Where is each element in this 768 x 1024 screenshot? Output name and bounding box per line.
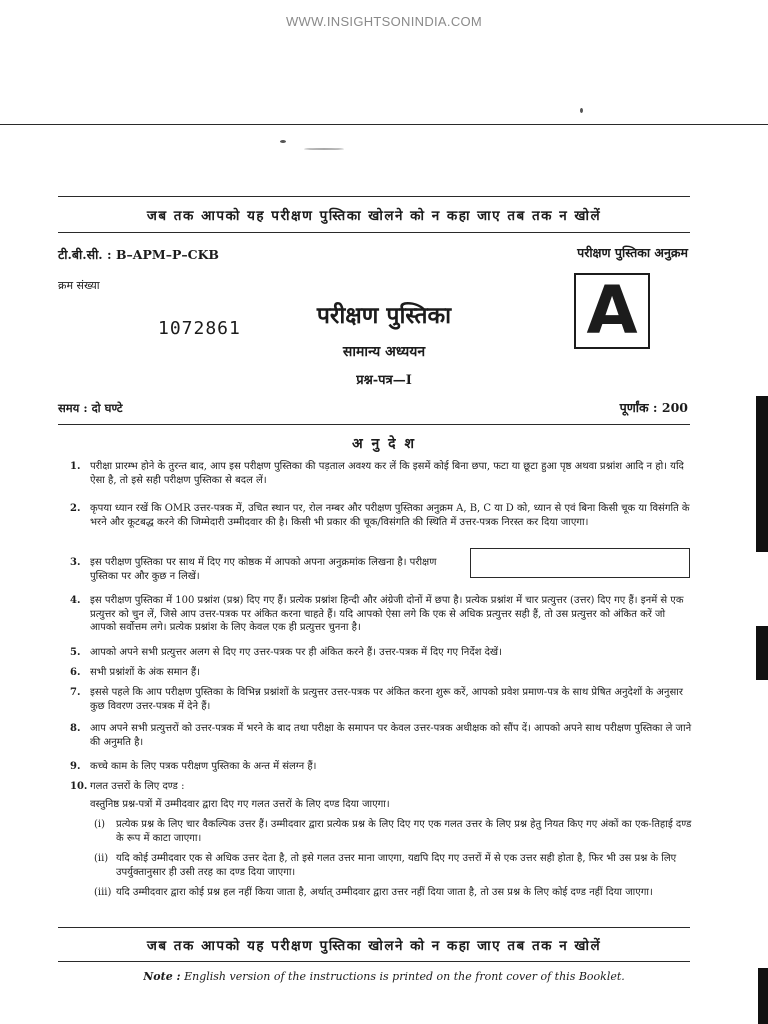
- max-marks: पूर्णांक : 200: [619, 400, 688, 415]
- instruction-text: परीक्षा प्रारम्भ होने के तुरन्त बाद, आप इस परीक्षण पुस्तिका की पड़ताल अवश्य कर लें कि इसमें कोई बिना छपा, फटा या छूटा हुआ पृष्ठ अथवा प्रश्नांश आदि न हो। यदि ऐसा है, तो इसे सही परीक्षण पुस्तिका से बदल लें।: [90, 461, 684, 486]
- english-version-note: [0, 970, 768, 983]
- time-allowed: समय : दो घण्टे: [58, 401, 123, 415]
- scan-edge-mark: [756, 626, 768, 680]
- instruction-text: आपको अपने सभी प्रत्युत्तर अलग से दिए गए उत्तर-पत्रक पर ही अंकित करने हैं। उत्तर-पत्रक में दिए गए निर्देश देखें।: [90, 647, 502, 658]
- tbc-code: टी.बी.सी. : B–APM–P–CKB: [58, 247, 220, 262]
- instruction-text: गलत उत्तरों के लिए दण्ड :: [90, 781, 185, 792]
- penalty-intro-text: वस्तुनिष्ठ प्रश्न-पत्रों में उम्मीदवार द्वारा दिए गए गलत उत्तरों के लिए दण्ड दिया जाएगा।: [90, 799, 390, 810]
- instruction-number: 3.: [70, 557, 81, 568]
- scan-speck: [280, 140, 286, 143]
- serial-label: क्रम संख्या: [58, 279, 100, 292]
- penalty-point-tag: (ii): [94, 853, 109, 864]
- subject-title: सामान्य अध्ययन: [342, 344, 426, 360]
- instruction-number: 4.: [70, 595, 81, 606]
- banner-top-rule: [58, 196, 690, 197]
- note-text: English version of the instructions is printed on the front cover of this Booklet.: [184, 970, 625, 983]
- instruction-text: कृपया ध्यान रखें कि OMR उत्तर-पत्रक में, उचित स्थान पर, रोल नम्बर और परीक्षण पुस्तिका अनुक्रम A, B, C या D को, ध्यान से एवं बिना किसी चूक या विसंगति के भरने और कूटबद्ध करने की जिम्मेदारी उम्मीदवार की है। किसी भी प्रकार की चूक/विसंगति की स्थिति में उत्तर-पत्रक निरस्त कर दिया जाएगा।: [90, 503, 690, 528]
- instruction-number: 5.: [70, 647, 81, 658]
- banner-top-rule-bottom: [58, 232, 690, 233]
- instruction-text: इससे पहले कि आप परीक्षण पुस्तिका के विभिन्न प्रश्नांशों के प्रत्युत्तर उत्तर-पत्रक पर अंकित करना शुरू करें, आपको प्रवेश प्रमाण-पत्र के साथ प्रेषित अनुदेशों के अनुसार कुछ विवरण उत्तर-पत्रक में देने हैं।: [90, 687, 683, 712]
- instruction-number: 9.: [70, 761, 81, 772]
- scan-edge-mark: [756, 396, 768, 552]
- instruction-number: 10.: [70, 781, 88, 792]
- penalty-point-tag: (i): [94, 819, 106, 830]
- instruction-text: सभी प्रश्नांशों के अंक समान हैं।: [90, 667, 200, 678]
- roll-number-box[interactable]: [470, 548, 690, 578]
- instructions-heading: अ नु दे श: [351, 436, 417, 452]
- watermark-url: WWW.INSIGHTSONINDIA.COM: [285, 14, 483, 29]
- banner-bottom-rule: [58, 927, 690, 928]
- penalty-point-text: यदि उम्मीदवार द्वारा कोई प्रश्न हल नहीं किया जाता है, अर्थात् उम्मीदवार द्वारा उत्तर नहीं दिया जाता है, तो उस प्रश्न के लिए कोई दण्ड नहीं दिया जाएगा।: [116, 887, 653, 898]
- instruction-text: इस परीक्षण पुस्तिका में 100 प्रश्नांश (प्रश्न) दिए गए हैं। प्रत्येक प्रश्नांश हिन्दी और अंग्रेजी दोनों में छपा है। प्रत्येक प्रश्नांश में चार प्रत्युत्तर (उत्तर) दिए गए हैं। इनमें से एक प्रत्युत्तर को चुन लें, जिसे आप उत्तर-पत्रक पर अंकित करना चाहते हैं। यदि आपको ऐसा लगे कि एक से अधिक प्रत्युत्तर सही हैं, तो उस प्रत्युत्तर को अंकित करें जो आपको सर्वोत्तम लगे। प्रत्येक प्रश्नांश के लिए केवल एक ही प्रत्युत्तर चुनना है।: [90, 595, 684, 633]
- header-divider: [58, 424, 690, 425]
- instruction-number: 6.: [70, 667, 81, 678]
- penalty-point-text: प्रत्येक प्रश्न के लिए चार वैकल्पिक उत्तर हैं। उम्मीदवार द्वारा प्रत्येक प्रश्न के लिए दिए गए एक गलत उत्तर के लिए प्रश्न हेतु नियत किए गए अंकों का एक-तिहाई दण्ड के रूप में काटा जाएगा।: [116, 819, 692, 844]
- booklet-title: परीक्षण पुस्तिका: [316, 302, 452, 329]
- instruction-number: 8.: [70, 723, 81, 734]
- note-label: Note :: [143, 970, 181, 983]
- scan-speck: [304, 148, 344, 150]
- scan-speck: [580, 108, 583, 113]
- instruction-number: 7.: [70, 687, 81, 698]
- penalty-point-tag: (iii): [94, 887, 112, 898]
- series-letter-box: A: [574, 273, 650, 349]
- banner-bottom: जब तक आपको यह परीक्षण पुस्तिका खोलने को न कहा जाए तब तक न खोलें: [146, 938, 602, 954]
- banner-bottom-rule-bottom: [58, 961, 690, 962]
- series-label: परीक्षण पुस्तिका अनुक्रम: [577, 245, 688, 260]
- instruction-number: 1.: [70, 461, 81, 472]
- scan-top-line: [0, 124, 768, 125]
- paper-title: प्रश्न-पत्र—I: [356, 373, 412, 388]
- instruction-number: 2.: [70, 503, 81, 514]
- serial-number: 1072861: [158, 318, 241, 339]
- instruction-text: कच्चे काम के लिए पत्रक परीक्षण पुस्तिका के अन्त में संलग्न हैं।: [90, 761, 317, 772]
- instruction-text: आप अपने सभी प्रत्युत्तरों को उत्तर-पत्रक में भरने के बाद तथा परीक्षा के समापन पर केवल उत्तर-पत्रक अधीक्षक को सौंप दें। आपको अपने साथ परीक्षण पुस्तिका ले जाने की अनुमति है।: [90, 723, 692, 748]
- banner-top: जब तक आपको यह परीक्षण पुस्तिका खोलने को न कहा जाए तब तक न खोलें: [146, 208, 602, 224]
- penalty-point-text: यदि कोई उम्मीदवार एक से अधिक उत्तर देता है, तो इसे गलत उत्तर माना जाएगा, यद्यपि दिए गए उत्तरों में से एक उत्तर सही होता है, फिर भी उस प्रश्न के लिए उपर्युक्तानुसार ही उसी तरह का दण्ड दिया जाएगा।: [116, 853, 677, 878]
- instruction-text: इस परीक्षण पुस्तिका पर साथ में दिए गए कोष्ठक में आपको अपना अनुक्रमांक लिखना है। परीक्षण पुस्तिका पर और कुछ न लिखें।: [90, 557, 437, 582]
